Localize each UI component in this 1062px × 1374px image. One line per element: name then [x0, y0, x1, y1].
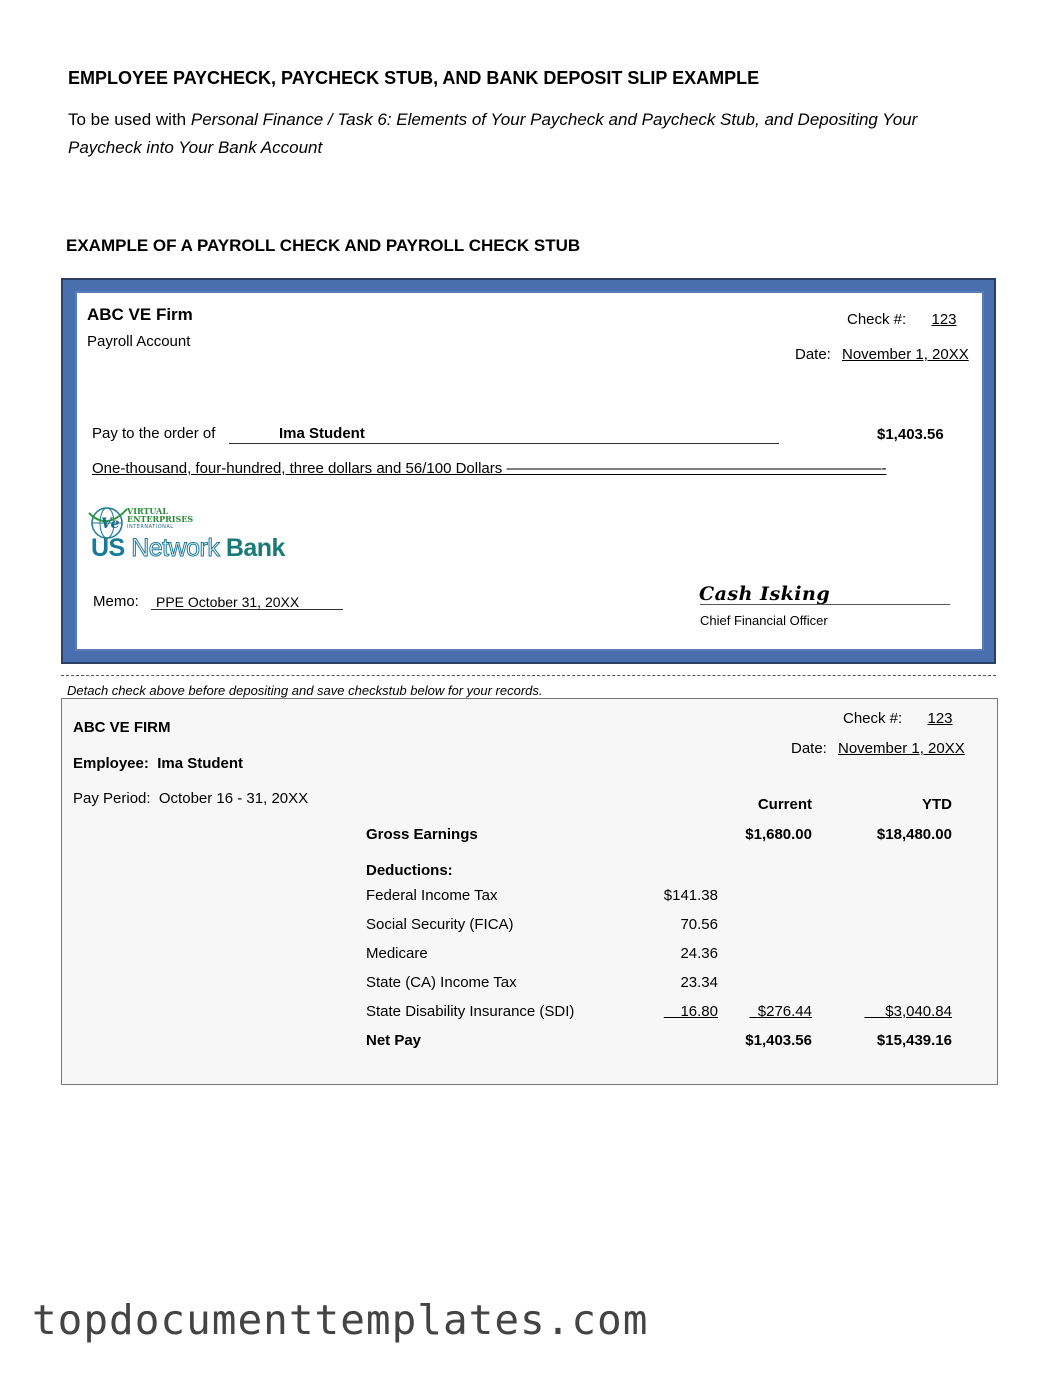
- detach-instruction: Detach check above before depositing and save checkstub below for your records.: [67, 683, 543, 698]
- stub-check-number: 123: [927, 710, 953, 727]
- logo-virtual: VIRTUAL: [127, 506, 168, 516]
- memo-label: Memo:: [93, 593, 139, 610]
- stub-date-label: Date:: [791, 740, 827, 757]
- check-account-name: Payroll Account: [87, 333, 191, 350]
- deduction-amount: 23.34: [680, 974, 718, 991]
- net-pay-ytd: $15,439.16: [876, 1032, 952, 1049]
- stub-date: November 1, 20XX: [838, 740, 965, 757]
- signature: Cash Isking: [699, 583, 831, 605]
- net-pay-label: Net Pay: [366, 1032, 422, 1049]
- check-number-label: Check #:: [847, 311, 907, 328]
- deductions-ytd-total: $3,040.84: [885, 1003, 952, 1020]
- check-company-name: ABC VE Firm: [87, 305, 193, 324]
- signer-title: Chief Financial Officer: [700, 613, 828, 628]
- gross-earnings-current: $1,680.00: [745, 826, 812, 843]
- watermark: topdocumenttemplates.com: [32, 1296, 649, 1344]
- section-title: EXAMPLE OF A PAYROLL CHECK AND PAYROLL CHECK STUB: [66, 236, 581, 255]
- deduction-label: State Disability Insurance (SDI): [366, 1003, 575, 1020]
- stub-employee-name: Ima Student: [157, 755, 244, 772]
- logo-enterprises: ENTERPRISES: [127, 514, 194, 524]
- check-number: 123: [931, 311, 957, 328]
- pay-to-label: Pay to the order of: [92, 425, 216, 442]
- amount-in-words: [92, 460, 886, 477]
- deduction-amount-underlined: 16.80: [680, 1003, 718, 1020]
- stub-employee-label: Employee:: [73, 755, 149, 772]
- check-stub: [61, 698, 998, 1085]
- deduction-label: Federal Income Tax: [366, 887, 498, 904]
- stub-pay-period-label: Pay Period:: [73, 790, 151, 807]
- deductions-label: Deductions:: [366, 862, 453, 879]
- col-ytd-header: YTD: [922, 796, 952, 813]
- deduction-label: Social Security (FICA): [366, 916, 514, 933]
- payee-line: [229, 443, 779, 444]
- stub-check-number-label: Check #:: [843, 710, 903, 727]
- bank-name-bank: Bank: [225, 534, 285, 562]
- net-pay-current: $1,403.56: [745, 1032, 812, 1049]
- check-date: November 1, 20XX: [842, 346, 969, 363]
- amount-words-text: One-thousand, four-hundred, three dollars and 56/100 Dollars: [92, 460, 503, 477]
- deduction-label: State (CA) Income Tax: [366, 974, 517, 991]
- check-date-label: Date:: [795, 346, 831, 363]
- gross-earnings-ytd: $18,480.00: [876, 826, 952, 843]
- intro-paragraph: [68, 106, 948, 162]
- bank-name-us: US: [91, 534, 125, 562]
- deductions-current-total: $276.44: [757, 1003, 812, 1020]
- document-title: EMPLOYEE PAYCHECK, PAYCHECK STUB, AND BANK DEPOSIT SLIP EXAMPLE: [68, 68, 760, 88]
- gross-earnings-label: Gross Earnings: [366, 826, 478, 843]
- logo-international: INTERNATIONAL: [127, 524, 174, 530]
- stub-pay-period-value: October 16 - 31, 20XX: [158, 790, 309, 807]
- memo-text: PPE October 31, 20XX: [156, 594, 300, 610]
- stub-employee: [73, 755, 243, 772]
- amount-words-filler: —————————————————————————-: [506, 460, 887, 477]
- bank-name: [91, 535, 285, 561]
- payee-name: Ima Student: [279, 425, 365, 442]
- deduction-amount: $141.38: [663, 887, 718, 904]
- intro-reference: Personal Finance / Task 6: Elements of Your Paycheck and Paycheck Stub, and Depositing Your Paycheck into Your Bank Account: [68, 110, 918, 157]
- detach-line: [61, 675, 996, 676]
- signature-line: [700, 604, 950, 605]
- deduction-amount: 24.36: [680, 945, 718, 962]
- payroll-check: [61, 278, 996, 664]
- check-face: [75, 291, 984, 651]
- intro-prefix: To be used with: [68, 110, 191, 129]
- col-current-header: Current: [757, 796, 812, 813]
- svg-text:Ve: Ve: [101, 516, 120, 532]
- bank-name-network: Network: [131, 534, 220, 562]
- stub-pay-period: [73, 790, 308, 807]
- deduction-amount-last: [618, 1003, 718, 1020]
- stub-company-name: ABC VE FIRM: [73, 719, 171, 736]
- check-amount: $1,403.56: [877, 426, 944, 443]
- deduction-amount: 70.56: [680, 916, 718, 933]
- deduction-label: Medicare: [366, 945, 428, 962]
- bank-logo: [87, 503, 307, 565]
